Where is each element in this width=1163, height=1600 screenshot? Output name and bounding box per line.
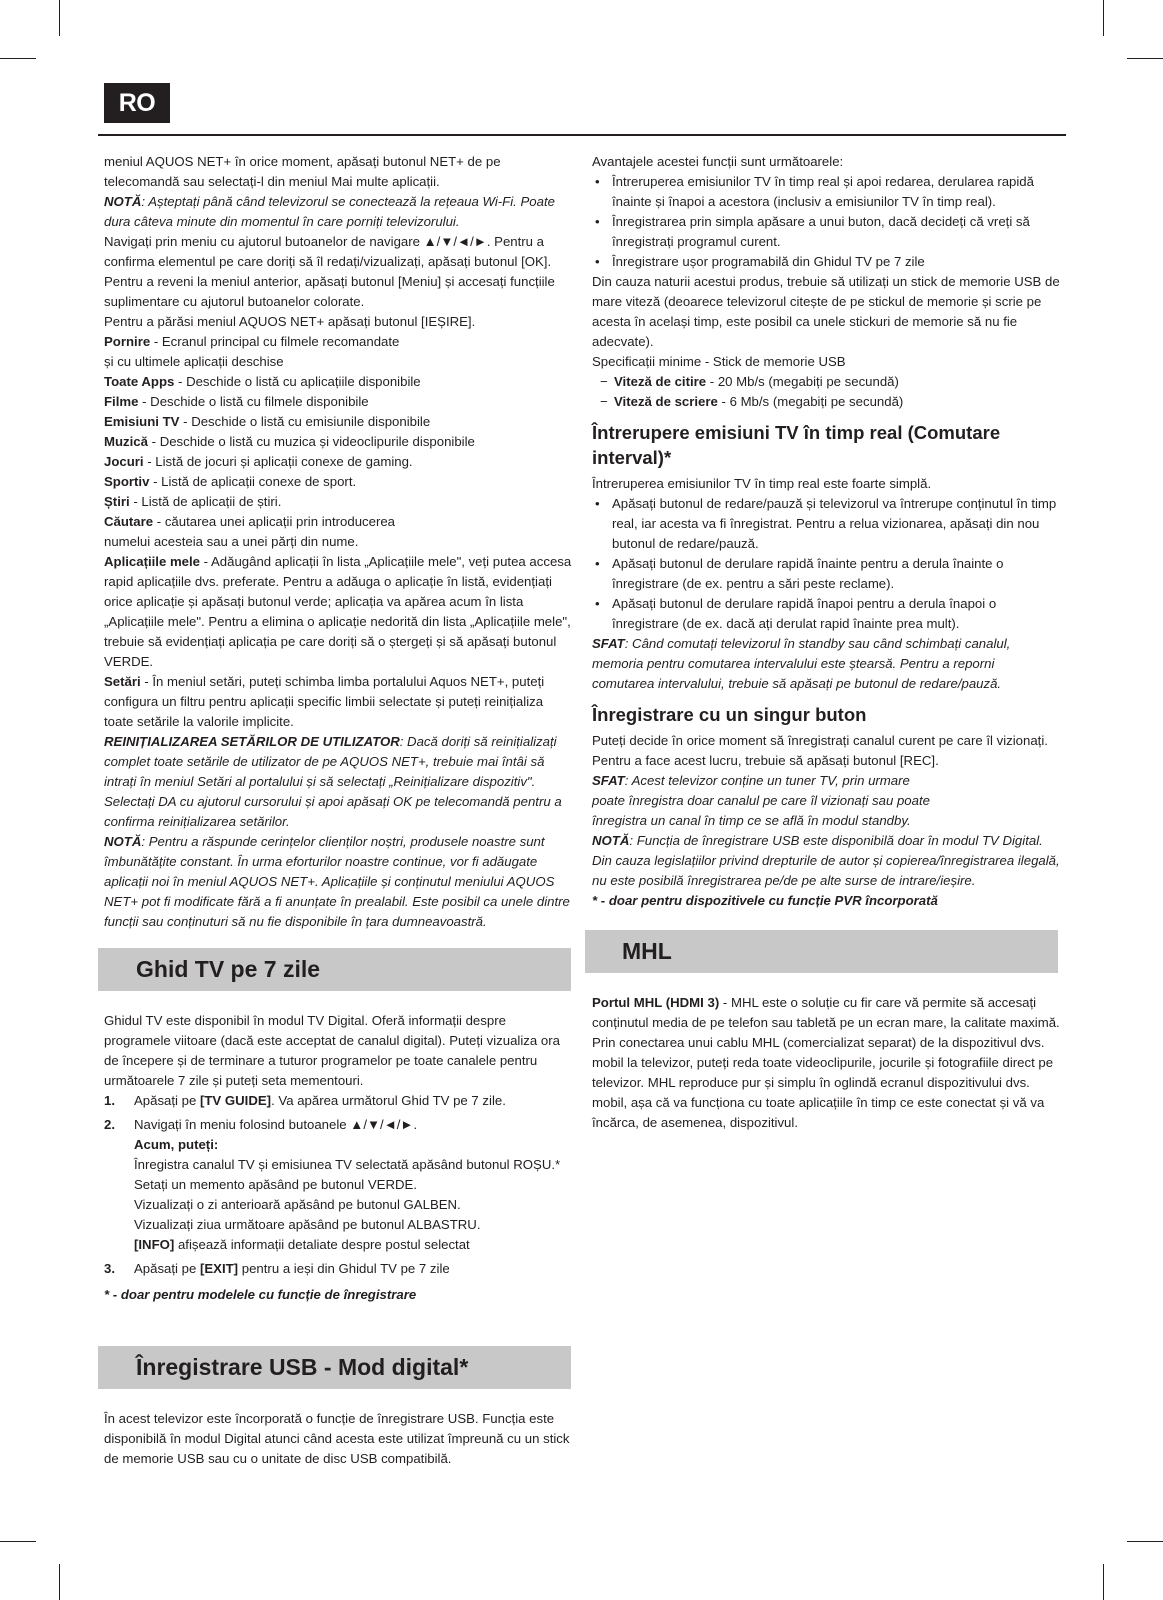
step-text: Apăsați pe [134, 1261, 200, 1276]
right-column [592, 152, 1060, 911]
note [592, 831, 1060, 891]
note-label: NOTĂ [104, 834, 142, 849]
definition-term: Știri [104, 494, 130, 509]
crop-mark [1127, 58, 1163, 59]
subsection-heading: Înregistrare cu un singur buton [592, 704, 867, 725]
definition-text: - Deschide o listă cu muzica și videoclipurile disponibile [147, 434, 475, 449]
list-item: • Apăsați butonul de derulare rapidă înapoi pentru a derula înapoi o înregistrare (de ex. dacă ați derulat rapid înainte prea mult). [592, 594, 1060, 634]
crop-mark [1103, 0, 1104, 36]
definition-text: - Listă de aplicații de știri. [129, 494, 282, 509]
bullet-list [592, 494, 1060, 634]
definition-item [104, 512, 574, 552]
paragraph: Întreruperea emisiunilor TV în timp real este foarte simplă. [592, 476, 932, 491]
definition-text: - Deschide o listă cu aplicațiile disponibile [174, 374, 421, 389]
definition-text: - Adăugând aplicații în lista „Aplicațiile mele", veți putea accesa rapid aplicațiile dvs. preferate. Pentru a adăuga o aplicație în listă, evidențiați orice aplicație și apăsați butonul verde; aplicația va apărea acum în lista „Aplicațiile mele". Pentru a elimina o aplicație nedorită din lista „Aplicațiile mele", trebuie să evidențiați aplicația pe care doriți să o ștergeți și să apăsați butonul VERDE. [104, 554, 572, 669]
definition-text: - Deschide o listă cu emisiunile disponibile [179, 414, 431, 429]
step-item [104, 1091, 574, 1111]
note [104, 192, 574, 232]
language-badge: RO [104, 83, 170, 123]
definition-item [104, 552, 574, 672]
spec-list [592, 372, 1060, 412]
note-label: NOTĂ [592, 833, 630, 848]
step-subitem: Setați un memento apăsând pe butonul VERDE. [134, 1177, 417, 1192]
reset-label: REINIȚIALIZAREA SETĂRILOR DE UTILIZATOR [104, 734, 400, 749]
guide-section [104, 1011, 574, 1305]
reset-text: : Dacă doriți să reinițializați complet toate setările de utilizator de pe AQUOS NET+, trebuie mai întâi să intrați în meniul Setări al portalului și să selectați „Reinițializare dispozitiv". Selectați DA cu ajutorul cursorului și apoi apăsați OK pe telecomandă pentru a confirma reinițializarea setărilor. [104, 734, 562, 829]
spec-text: - 20 Mb/s (megabiți pe secundă) [706, 374, 899, 389]
definition-item [104, 492, 574, 512]
footnote: * - doar pentru modelele cu funcție de înregistrare [104, 1287, 417, 1302]
section-title: Ghid TV pe 7 zile [136, 956, 321, 982]
definition-term: Muzică [104, 434, 148, 449]
crop-mark [1103, 1564, 1104, 1600]
crop-mark [0, 1541, 36, 1542]
crop-mark [59, 0, 60, 36]
tip-text: : Când comutați televizorul în standby sau când schimbați canalul, memoria pentru comutarea intervalului este ștearsă. Pentru a reporni comutarea intervalului, trebuie să apăsați pe butonul de redare/pauză. [592, 636, 1011, 691]
definition-term: Emisiuni TV [104, 414, 180, 429]
step-subitem: Vizualizați ziua următoare apăsând pe butonul ALBASTRU. [134, 1217, 481, 1232]
definition-text: - Listă de jocuri și aplicații conexe de gaming. [143, 454, 413, 469]
mhl-text: - MHL este o soluție cu fir care vă permite să accesați conținutul media de pe telefon sau tabletă pe un ecran mare, la calitate maximă. Prin conectarea unui cablu MHL (comercializat separat) de la dispozitivul dvs. mobil la televizor, puteți reda toate videoclipurile, jocurile și fotografiile direct pe televizor. MHL reproduce pur și simplu în oglindă ecranul dispozitivului dvs. mobil, așa că va funcționa cu toate aplicațiile în timp ce este conectat și vă va încărca, de asemenea, dispozitivul. [592, 995, 1060, 1130]
bullet-list [592, 172, 1060, 272]
paragraph: Din cauza naturii acestui produs, trebuie să utilizați un stick de memorie USB de mare viteză (deoarece televizorul citește de pe stickul de memorie și scrie pe acesta în același timp, este posibil ca unele stickuri de memorie să nu fie adecvate). [592, 274, 1060, 349]
paragraph: Navigați prin meniu cu ajutorul butoanelor de navigare ▲/▼/◄/►. Pentru a confirma elementul pe care doriți să îl redați/vizualizați, apăsați butonul [OK]. Pentru a reveni la meniul anterior, apăsați butonul [Meniu] și accesați funcțiile suplimentare cu ajutorul butoanelor colorate. [104, 234, 555, 309]
list-item: • Înregistrare ușor programabilă din Ghidul TV pe 7 zile [592, 252, 1060, 272]
section-heading-mhl [585, 930, 1058, 973]
header-rule [98, 134, 1066, 136]
definition-term: Toate Apps [104, 374, 175, 389]
definition-text: - Deschide o listă cu filmele disponibile [138, 394, 369, 409]
key-label: [EXIT] [199, 1261, 239, 1276]
reset-note [104, 732, 574, 832]
definition-item [104, 672, 574, 732]
paragraph: Pentru a părăsi meniul AQUOS NET+ apăsați butonul [IEȘIRE]. [104, 314, 476, 329]
step-number: 1. [104, 1093, 115, 1108]
definition-term: Căutare [104, 514, 154, 529]
definition-item [104, 452, 574, 472]
definition-text: - Ecranul principal cu filmele recomandate și cu ultimele aplicații deschise [104, 334, 400, 369]
key-label: [INFO] [134, 1237, 175, 1252]
crop-mark [59, 1564, 60, 1600]
usb-section [104, 1409, 574, 1469]
definition-term: Setări [104, 674, 141, 689]
note-text: : Pentru a răspunde cerințelor clienților noștri, produsele noastre sunt îmbunătățite constant. În urma eforturilor noastre continue, vor fi adăugate aplicații noi în meniul AQUOS NET+. Aplicațiile și conținutul meniului AQUOS NET+ pot fi modificate fără a fi anunțate în prealabil. Este posibil ca unele dintre funcții sau conținuturi să nu fie disponibile în țara dumneavoastră. [104, 834, 570, 929]
footnote: * - doar pentru dispozitivele cu funcție PVR încorporată [592, 893, 938, 908]
paragraph [592, 993, 1060, 1133]
key-label: [TV GUIDE] [199, 1093, 272, 1108]
list-item: • Înregistrarea prin simpla apăsare a unui buton, dacă decideți că vreți să înregistrați programul curent. [592, 212, 1060, 252]
list-item [592, 392, 1060, 412]
step-number: 3. [104, 1261, 115, 1276]
tip-label: SFAT [592, 636, 625, 651]
definition-term: Sportiv [104, 474, 150, 489]
paragraph: meniul AQUOS NET+ în orice moment, apăsați butonul NET+ de pe telecomandă sau selectați-l din meniul Mai multe aplicații. [104, 154, 501, 189]
definition-item [104, 472, 574, 492]
definition-item [104, 332, 574, 372]
definition-term: Jocuri [104, 454, 144, 469]
paragraph: Puteți decide în orice moment să înregistrați canalul curent pe care îl vizionați. Pentru a face acest lucru, trebuie să apăsați butonul [REC]. [592, 733, 1048, 768]
definition-text: - În meniul setări, puteți schimba limba portalului Aquos NET+, puteți configura un filtru pentru aplicații specific limbii selectate și puteți reinițializa toate setările la valorile implicite. [104, 674, 545, 729]
list-item: • Apăsați butonul de derulare rapidă înainte pentru a derula înainte o înregistrare (de ex. pentru a sări peste reclame). [592, 554, 1060, 594]
definition-term: Pornire [104, 334, 151, 349]
spec-term: Viteză de citire [614, 374, 707, 389]
crop-mark [0, 58, 36, 59]
paragraph: Ghidul TV este disponibil în modul TV Digital. Oferă informații despre programele viitoare (dacă este acceptat de canalul digital). Puteți vizualiza ora de începere și de terminare a tuturor programelor pe toate canalele pentru următoarele 7 zile și puteți seta mementouri. [104, 1013, 560, 1088]
tip [592, 634, 1060, 694]
step-text: pentru a ieși din Ghidul TV pe 7 zile [238, 1261, 450, 1276]
steps-list [104, 1091, 574, 1279]
left-column [104, 152, 574, 932]
section-heading-usb [98, 1346, 571, 1389]
subsection-heading: Întrerupere emisiuni TV în timp real (Comutare interval)* [592, 422, 1001, 468]
note-text: : Funcția de înregistrare USB este disponibilă doar în modul TV Digital. Din cauza legislațiilor privind drepturile de autor și copierea/înregistrarea ilegală, nu este posibilă înregistrarea pe/de pe alte surse de intrare/ieșire. [592, 833, 1060, 888]
step-subitem: Vizualizați o zi anterioară apăsând pe butonul GALBEN. [134, 1197, 461, 1212]
step-subheading: Acum, puteți: [134, 1137, 219, 1152]
crop-mark [1127, 1541, 1163, 1542]
list-item: • Întreruperea emisiunilor TV în timp real și apoi redarea, derularea rapidă înainte și înapoi a acestora (inclusiv a emisiunilor TV în timp real). [592, 172, 1060, 212]
definition-text: - căutarea unei aplicații prin introducerea numelui acesteia sau a unei părți din nume. [104, 514, 396, 549]
step-item [104, 1115, 574, 1255]
mhl-term: Portul MHL (HDMI 3) [592, 995, 720, 1010]
paragraph: În acest televizor este încorporată o funcție de înregistrare USB. Funcția este disponibilă în modul Digital atunci când acesta este utilizat împreună cu un stick de memorie USB sau cu o unitate de disc USB compatibilă. [104, 1411, 570, 1466]
step-subitem: Înregistra canalul TV și emisiunea TV selectată apăsând butonul ROȘU.* [134, 1157, 561, 1172]
step-subitem: afișează informații detaliate despre postul selectat [174, 1237, 470, 1252]
list-item [592, 372, 1060, 392]
paragraph: Avantajele acestei funcții sunt următoarele: [592, 154, 844, 169]
definition-item [104, 432, 574, 452]
spec-term: Viteză de scriere [614, 394, 718, 409]
step-text: . Va apărea următorul Ghid TV pe 7 zile. [271, 1093, 506, 1108]
tip-text: : Acest televizor conține un tuner TV, prin urmare poate înregistra doar canalul pe care îl vizionați sau poate înregistra un canal în timp ce se află în modul standby. [592, 773, 930, 828]
definition-term: Filme [104, 394, 139, 409]
step-number: 2. [104, 1117, 115, 1132]
definition-item [104, 412, 574, 432]
step-text: Apăsați pe [134, 1093, 200, 1108]
list-item: • Apăsați butonul de redare/pauză și televizorul va întrerupe conținutul în timp real, iar acesta va fi înregistrat. Pentru a relua vizionarea, apăsați din nou butonul de redare/pauză. [592, 494, 1060, 554]
definition-item [104, 392, 574, 412]
tip-label: SFAT [592, 773, 625, 788]
note-text: : Așteptați până când televizorul se conectează la rețeaua Wi-Fi. Poate dura câteva minute din momentul în care porniți televizorului. [104, 194, 555, 229]
step-item [104, 1259, 574, 1279]
section-title: Înregistrare USB - Mod digital* [136, 1354, 469, 1380]
tip [592, 771, 1060, 831]
spec-text: - 6 Mb/s (megabiți pe secundă) [717, 394, 904, 409]
definition-text: - Listă de aplicații conexe de sport. [149, 474, 357, 489]
definition-list [104, 332, 574, 732]
definition-term: Aplicațiile mele [104, 554, 201, 569]
step-text: Navigați în meniu folosind butoanele ▲/▼/◄/►. [134, 1117, 418, 1132]
section-heading-guide [98, 948, 571, 991]
section-title: MHL [622, 938, 672, 964]
definition-item [104, 372, 574, 392]
note [104, 832, 574, 932]
mhl-section [592, 993, 1060, 1133]
note-label: NOTĂ [104, 194, 142, 209]
paragraph: Specificații minime - Stick de memorie USB [592, 354, 846, 369]
